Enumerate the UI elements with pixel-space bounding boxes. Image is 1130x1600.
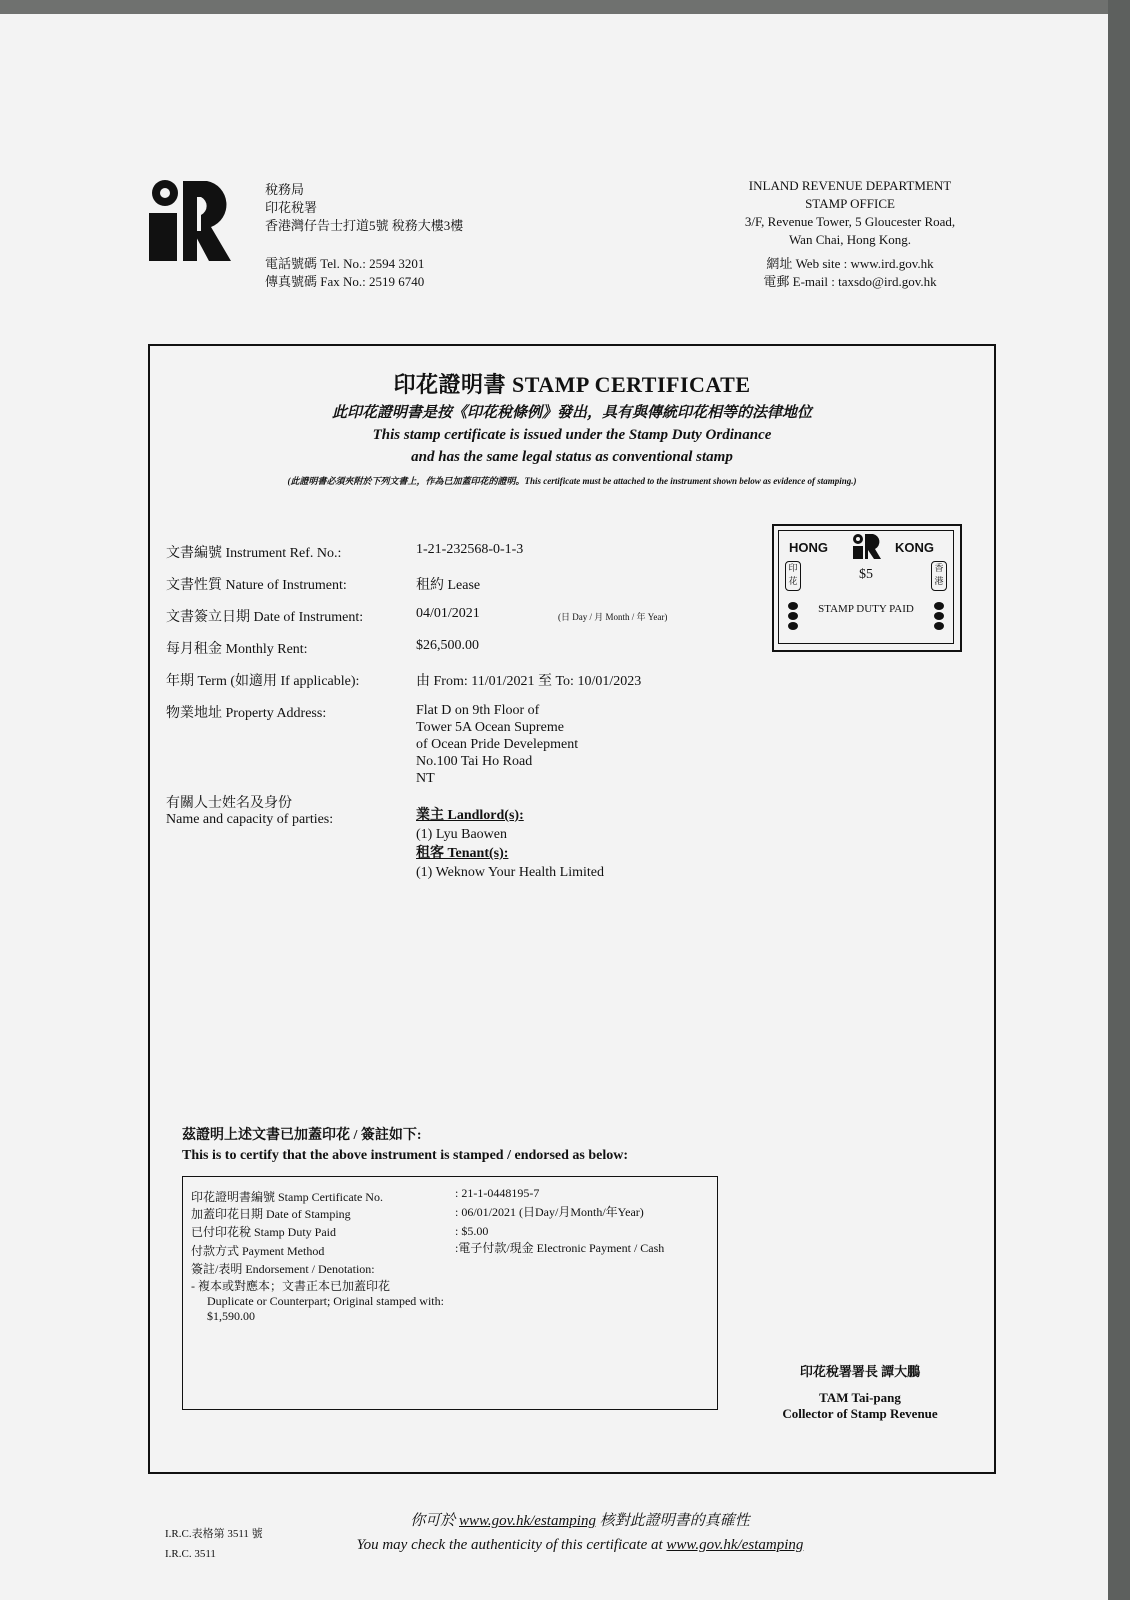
endorsement-line-1: - 複本或對應本；文書正本已加蓋印花 — [191, 1279, 390, 1293]
certificate-title: 印花證明書 STAMP CERTIFICATE — [393, 372, 751, 397]
term-label: 年期 Term (如適用 If applicable): — [166, 674, 360, 689]
address-line: Flat D on 9th Floor of — [416, 703, 540, 718]
date-label: 文書簽立日期 Date of Instrument: — [166, 610, 364, 625]
landlord-heading: 業主 Landlord(s): — [416, 808, 524, 823]
parties-label-en: Name and capacity of parties: — [166, 812, 334, 827]
verify-en-pre: You may check the authenticity of this certificate at — [356, 1537, 667, 1553]
subtitle-en-1: This stamp certificate is issued under the Stamp Duty Ordinance — [372, 427, 772, 443]
nature-value: 租約 Lease — [416, 578, 481, 593]
website: 網址 Web site : www.ird.gov.hk — [766, 256, 934, 271]
endorsement-label: 簽註/表明 Endorsement / Denotation: — [191, 1262, 375, 1276]
payment-method-value: :電子付款/現金 Electronic Payment / Cash — [455, 1241, 665, 1255]
certify-en: This is to certify that the above instrument is stamped / endorsed as below: — [182, 1148, 629, 1163]
address-zh: 香港灣仔告士打道5號 稅務大樓3樓 — [265, 218, 464, 233]
signature-block — [750, 1364, 970, 1422]
endorsement-line-2: Duplicate or Counterpart; Original stamped with: — [207, 1294, 444, 1308]
duty-paid-value: : $5.00 — [455, 1224, 489, 1238]
stamp-paid-label: STAMP DUTY PAID — [818, 603, 914, 615]
landlord-name: (1) Lyu Baowen — [416, 827, 507, 842]
address-value — [416, 702, 578, 787]
verify-link-en[interactable]: www.gov.hk/estamping — [666, 1537, 804, 1553]
collector-title: Collector of Stamp Revenue — [782, 1406, 938, 1421]
verify-zh-pre: 你可於 — [410, 1513, 460, 1529]
stamp-ir-logo — [851, 533, 881, 559]
stamp-hong: HONG — [789, 540, 828, 555]
collector-zh: 印花稅署署長 譚大鵬 — [799, 1364, 921, 1379]
duty-paid-label: 已付印花稅 Stamp Duty Paid — [191, 1225, 337, 1239]
subtitle-zh: 此印花證明書是按《印花稅條例》發出，具有與傳統印花相等的法律地位 — [331, 405, 812, 421]
ird-logo — [145, 177, 231, 261]
email: 電郵 E-mail : taxsdo@ird.gov.hk — [763, 274, 937, 289]
address-line: of Ocean Pride Develepment — [416, 737, 579, 752]
address-line: No.100 Tai Ho Road — [416, 754, 533, 769]
tenant-heading: 租客 Tenant(s): — [416, 846, 509, 861]
cert-no-value: : 21-1-0448195-7 — [455, 1186, 540, 1200]
address-en-1: 3/F, Revenue Tower, 5 Gloucester Road, — [744, 214, 956, 229]
rent-label: 每月租金 Monthly Rent: — [166, 642, 308, 657]
office-zh: 印花稅署 — [265, 200, 318, 215]
certificate-subtitle — [150, 402, 994, 468]
form-number — [165, 1524, 263, 1564]
tenant-name: (1) Weknow Your Health Limited — [416, 865, 604, 880]
stamp-kong: KONG — [895, 540, 934, 555]
form-number-en: I.R.C. 3511 — [165, 1548, 216, 1560]
parties-value — [416, 806, 604, 882]
header-left — [265, 181, 463, 291]
certify-zh: 茲證明上述文書已加蓋印花 / 簽註如下: — [182, 1128, 422, 1143]
tel-no: 電話號碼 Tel. No.: 2594 3201 — [265, 256, 425, 271]
dept-en: INLAND REVENUE DEPARTMENT — [748, 178, 952, 193]
document-page — [0, 14, 1108, 1600]
address-en-2: Wan Chai, Hong Kong. — [788, 232, 912, 247]
address-line: Tower 5A Ocean Supreme — [416, 720, 564, 735]
date-value: 04/01/2021 — [416, 606, 480, 621]
stamp-right-ornament — [933, 601, 945, 631]
fax-no: 傳真號碼 Fax No.: 2519 6740 — [265, 274, 425, 289]
stamping-date-value: : 06/01/2021 (日Day/月Month/年Year) — [455, 1205, 644, 1219]
verify-zh-post: 核對此證明書的真確性 — [595, 1513, 750, 1529]
form-number-zh: I.R.C.表格第 3511 號 — [165, 1528, 263, 1540]
verify-link-zh[interactable]: www.gov.hk/estamping — [459, 1513, 596, 1529]
parties-label-zh: 有關人士姓名及身份 — [166, 796, 292, 811]
header-right — [700, 177, 1000, 291]
address-line: NT — [416, 771, 435, 786]
term-value: 由 From: 11/01/2021 至 To: 10/01/2023 — [416, 674, 642, 689]
stamp-amount: $5 — [859, 567, 873, 582]
payment-method-label: 付款方式 Payment Method — [191, 1244, 325, 1258]
rent-value: $26,500.00 — [416, 638, 479, 653]
collector-name: TAM Tai-pang — [819, 1390, 901, 1405]
dept-zh: 稅務局 — [265, 182, 305, 197]
certificate-box — [148, 344, 996, 1474]
stamp-duty-paid-stamp — [772, 524, 962, 652]
subtitle-en-2: and has the same legal status as conventional stamp — [411, 449, 733, 465]
nature-label: 文書性質 Nature of Instrument: — [166, 578, 347, 593]
stamping-date-label: 加蓋印花日期 Date of Stamping — [191, 1207, 351, 1221]
office-en: STAMP OFFICE — [805, 196, 895, 211]
stamp-right-seal: 香港 — [931, 561, 947, 591]
certify-statement — [182, 1126, 628, 1166]
verification-note — [290, 1509, 870, 1557]
date-hint: (日 Day / 月 Month / 年 Year) — [558, 612, 668, 622]
background-surface — [1108, 0, 1130, 1600]
stamping-details-box — [182, 1176, 718, 1410]
stamp-left-seal: 印花 — [785, 561, 801, 591]
stamp-left-ornament — [787, 601, 799, 631]
ref-value: 1-21-232568-0-1-3 — [416, 542, 524, 557]
attach-note: (此證明書必須夾附於下列文書上，作為已加蓋印花的證明。This certificate must be attached to the instrument shown below as evidence of stamping.) — [287, 476, 857, 486]
endorsement-line-3: $1,590.00 — [207, 1309, 255, 1323]
cert-no-label: 印花證明書編號 Stamp Certificate No. — [191, 1190, 383, 1204]
address-label: 物業地址 Property Address: — [166, 706, 327, 721]
ref-label: 文書編號 Instrument Ref. No.: — [166, 546, 342, 561]
